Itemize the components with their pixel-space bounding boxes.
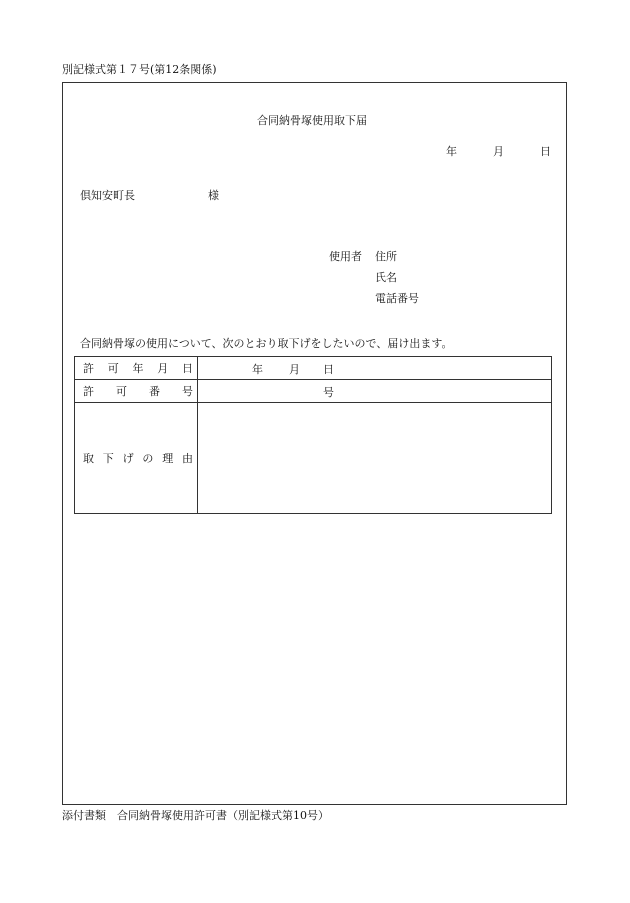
address-label: 住所 (375, 250, 397, 263)
permit-date-label: 許 可 年 月 日 (75, 357, 198, 380)
permit-number-value[interactable] (198, 380, 552, 403)
table-row (75, 403, 552, 514)
permit-number-label: 許 可 番 号 (75, 380, 198, 403)
addressee-honorific: 様 (208, 189, 219, 202)
addressee-name: 倶知安町長 (80, 189, 135, 202)
permit-date-value[interactable] (198, 357, 552, 380)
name-label: 氏名 (375, 271, 397, 284)
permit-year-label: 年 (252, 363, 263, 376)
reason-label: 取 下 げ の 理 由 (75, 403, 198, 514)
table-row (75, 357, 552, 380)
attachment-note: 添付書類 合同納骨塚使用許可書（別記様式第10号） (62, 809, 329, 822)
permit-number-suffix: 号 (323, 386, 334, 399)
date-month-label: 月 (493, 145, 504, 158)
form-title: 合同納骨塚使用取下届 (257, 114, 367, 127)
date-year-label: 年 (446, 145, 457, 158)
permit-day-label: 日 (323, 363, 334, 376)
phone-label: 電話番号 (375, 292, 419, 305)
user-label: 使用者 (329, 250, 362, 263)
date-day-label: 日 (540, 145, 551, 158)
reason-value[interactable] (198, 403, 552, 514)
withdrawal-details-table (74, 356, 552, 514)
form-number: 別記様式第１７号(第12条関係) (62, 63, 217, 76)
statement-text: 合同納骨塚の使用について、次のとおり取下げをしたいので、届け出ます。 (80, 337, 453, 350)
table-row (75, 380, 552, 403)
permit-month-label: 月 (289, 363, 300, 376)
